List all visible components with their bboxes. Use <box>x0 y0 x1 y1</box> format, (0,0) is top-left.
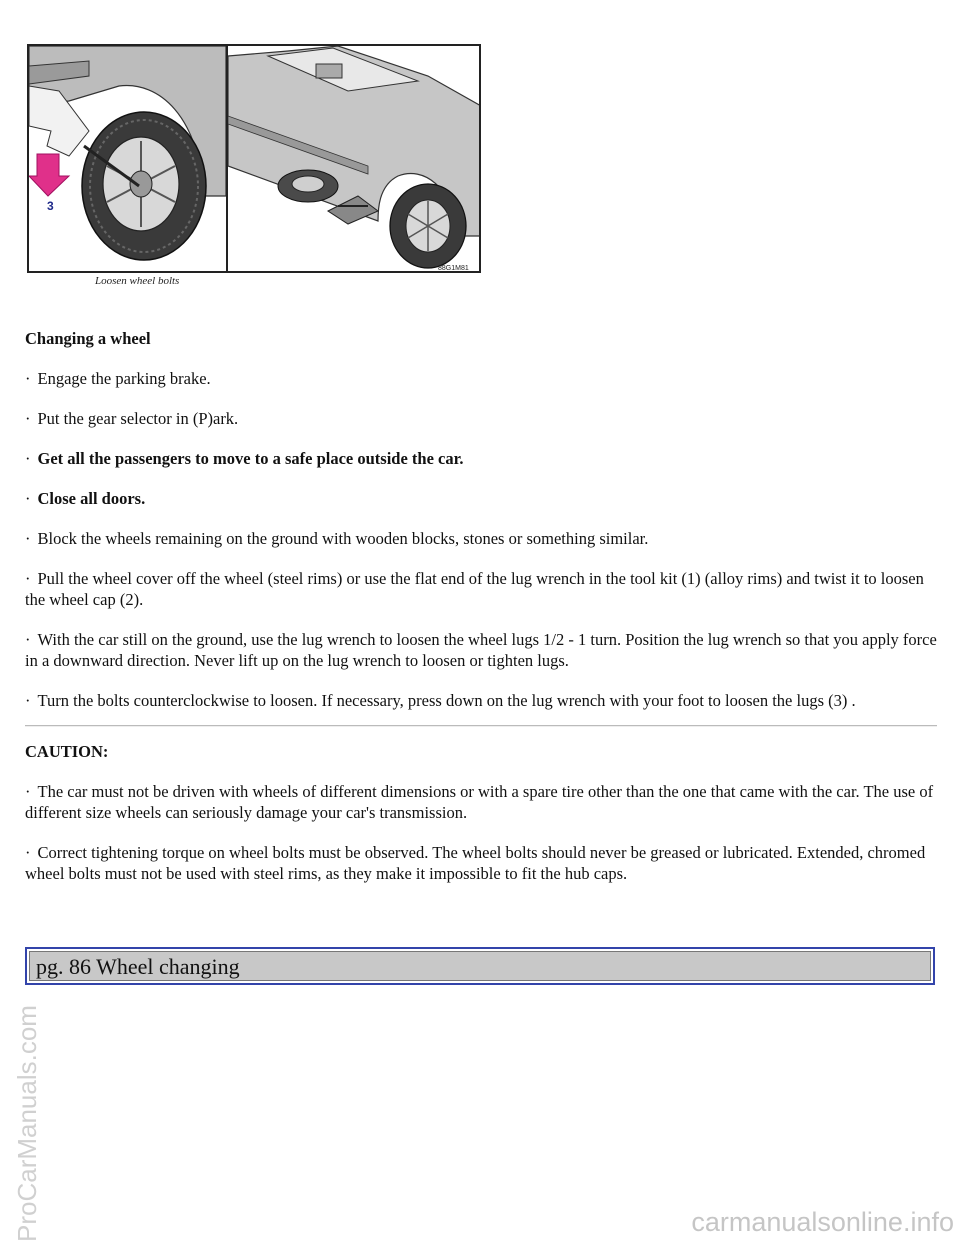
caution-text: Correct tightening torque on wheel bolts must be observed. The wheel bolts should never be greased or lubricated. Extended, chromed wheel bolts must not be used with steel rims, as they make it impossible to fit the hub caps. <box>25 843 926 883</box>
caution-heading: CAUTION: <box>25 742 109 761</box>
step-block-wheels <box>25 528 937 549</box>
step-remove-wheel-cover <box>25 568 937 610</box>
figure-caption: Loosen wheel bolts <box>95 275 180 287</box>
step-text: Engage the parking brake. <box>37 369 211 388</box>
step-text: Get all the passengers to move to a safe place outside the car. <box>37 449 464 468</box>
step-text: Block the wheels remaining on the ground with wooden blocks, stones or something similar. <box>37 529 649 548</box>
step-text: Turn the bolts counterclockwise to loosen. If necessary, press down on the lug wrench with your foot to loosen the lugs (3) . <box>37 691 856 710</box>
bullet-dot: · <box>25 630 31 649</box>
caution-item-wheel-dimensions <box>25 781 937 823</box>
bullet-dot: · <box>25 449 31 468</box>
bullet-dot: · <box>25 489 31 508</box>
page-content <box>25 328 937 884</box>
bullet-dot: · <box>25 691 31 710</box>
step-close-doors <box>25 488 937 509</box>
wheel-bolts-figure <box>27 44 481 273</box>
step-loosen-lugs <box>25 629 937 671</box>
caution-item-torque <box>25 842 937 884</box>
section-divider <box>25 725 937 727</box>
figure-code: 88G1M81 <box>438 265 469 272</box>
bullet-dot: · <box>25 409 31 428</box>
caution-text: The car must not be driven with wheels of different dimensions or with a spare tire other than the one that came with the car. The use of different size wheels can seriously damage your car's transmission. <box>25 782 934 822</box>
section-heading: Changing a wheel <box>25 329 151 348</box>
page-footer <box>25 947 935 985</box>
bullet-dot: · <box>25 369 31 388</box>
step-turn-bolts <box>25 690 937 711</box>
step-text: Pull the wheel cover off the wheel (steel rims) or use the flat end of the lug wrench in the tool kit (1) (alloy rims) and twist it to loosen the wheel cap (2). <box>25 569 924 609</box>
bullet-dot: · <box>25 569 31 588</box>
callout-number: 3 <box>47 199 54 213</box>
side-watermark: ProCarManuals.com <box>12 1005 42 1242</box>
bullet-dot: · <box>25 529 31 548</box>
car-jack-right-panel <box>228 46 481 273</box>
step-gear-selector <box>25 408 937 429</box>
step-text: With the car still on the ground, use the lug wrench to loosen the wheel lugs 1/2 - 1 turn. Position the lug wrench so that you apply force in a downward direction. Never lift up on the lug wrench to loosen or tighten lugs. <box>25 630 937 670</box>
bullet-dot: · <box>25 843 31 862</box>
loosen-wheel-left-panel <box>29 46 226 273</box>
bullet-dot: · <box>25 782 31 801</box>
step-passengers-out <box>25 448 937 469</box>
step-text: Put the gear selector in (P)ark. <box>37 409 239 428</box>
page-footer-label: pg. 86 Wheel changing <box>29 951 931 981</box>
bottom-watermark: carmanualsonline.info <box>691 1207 954 1237</box>
step-parking-brake <box>25 368 937 389</box>
step-text: Close all doors. <box>37 489 146 508</box>
